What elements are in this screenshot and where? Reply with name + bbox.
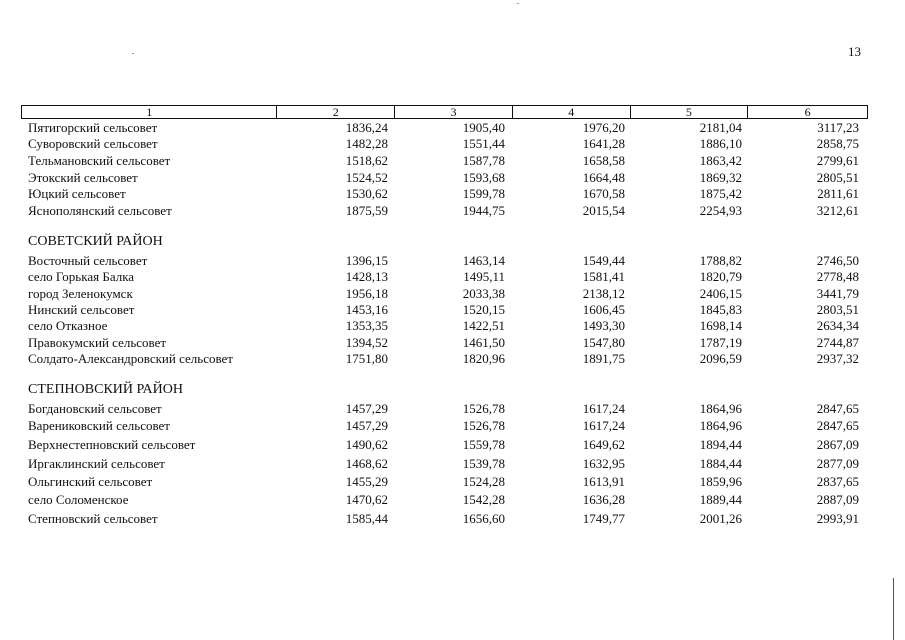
row-value-col-2: 1394,52 <box>345 335 388 350</box>
table-row <box>0 136 905 152</box>
row-name: Юцкий сельсовет <box>28 186 126 201</box>
row-value-col-4: 2138,12 <box>582 286 625 301</box>
row-value-col-5: 1859,96 <box>699 474 742 489</box>
row-name: Яснополянский сельсовет <box>28 203 172 218</box>
row-value-col-3: 1526,78 <box>462 418 505 433</box>
row-value-col-6: 2937,32 <box>816 351 859 366</box>
row-value-col-4: 1658,58 <box>582 153 625 168</box>
row-name: Иргаклинский сельсовет <box>28 456 165 471</box>
row-value-col-2: 1875,59 <box>345 203 388 218</box>
row-value-col-3: 1820,96 <box>462 351 505 366</box>
row-value-col-6: 2993,91 <box>816 511 859 526</box>
table-row <box>0 153 905 169</box>
table-row <box>0 302 905 318</box>
row-value-col-2: 1524,52 <box>345 170 388 185</box>
row-value-col-5: 1884,44 <box>699 456 742 471</box>
row-value-col-6: 2837,65 <box>816 474 859 489</box>
row-value-col-5: 1864,96 <box>699 401 742 416</box>
row-value-col-2: 1585,44 <box>345 511 388 526</box>
table-row <box>0 335 905 351</box>
table-row <box>0 269 905 285</box>
row-name: Степновский сельсовет <box>28 511 158 526</box>
row-value-col-3: 1526,78 <box>462 401 505 416</box>
row-value-col-5: 2406,15 <box>699 286 742 301</box>
row-value-col-2: 1751,80 <box>345 351 388 366</box>
column-header-2: 2 <box>277 106 395 118</box>
row-value-col-6: 2744,87 <box>816 335 859 350</box>
row-value-col-5: 1787,19 <box>699 335 742 350</box>
table-row <box>0 170 905 186</box>
table-row <box>0 437 905 453</box>
row-value-col-3: 1461,50 <box>462 335 505 350</box>
row-value-col-6: 3117,23 <box>817 120 859 135</box>
row-value-col-3: 1524,28 <box>462 474 505 489</box>
row-value-col-5: 1863,42 <box>699 153 742 168</box>
row-name: Суворовский сельсовет <box>28 136 158 151</box>
table-row <box>0 456 905 472</box>
row-value-col-4: 1649,62 <box>582 437 625 452</box>
table-row <box>0 203 905 219</box>
row-name: Верхнестепновский сельсовет <box>28 437 196 452</box>
row-value-col-6: 3441,79 <box>816 286 859 301</box>
row-value-col-5: 1698,14 <box>699 318 742 333</box>
row-value-col-5: 2096,59 <box>699 351 742 366</box>
row-value-col-6: 2803,51 <box>816 302 859 317</box>
row-value-col-6: 2634,34 <box>816 318 859 333</box>
row-name: Пятигорский сельсовет <box>28 120 158 135</box>
row-value-col-4: 1581,41 <box>582 269 625 284</box>
row-name: Тельмановский сельсовет <box>28 153 171 168</box>
row-value-col-2: 1956,18 <box>345 286 388 301</box>
row-value-col-3: 2033,38 <box>462 286 505 301</box>
row-value-col-4: 1891,75 <box>582 351 625 366</box>
row-value-col-6: 2746,50 <box>816 253 859 268</box>
row-value-col-2: 1468,62 <box>345 456 388 471</box>
row-value-col-5: 1894,44 <box>699 437 742 452</box>
row-value-col-2: 1353,35 <box>345 318 388 333</box>
row-value-col-4: 1606,45 <box>582 302 625 317</box>
row-value-col-3: 1542,28 <box>462 492 505 507</box>
row-value-col-6: 2877,09 <box>816 456 859 471</box>
row-value-col-2: 1530,62 <box>345 186 388 201</box>
row-value-col-6: 3212,61 <box>816 203 859 218</box>
row-value-col-5: 2001,26 <box>699 511 742 526</box>
column-header-3: 3 <box>395 106 513 118</box>
table-row <box>0 120 905 136</box>
row-value-col-3: 1656,60 <box>462 511 505 526</box>
row-value-col-2: 1518,62 <box>345 153 388 168</box>
row-value-col-4: 1632,95 <box>582 456 625 471</box>
row-value-col-3: 1495,11 <box>463 269 505 284</box>
row-value-col-2: 1836,24 <box>345 120 388 135</box>
row-value-col-3: 1422,51 <box>462 318 505 333</box>
row-value-col-2: 1457,29 <box>345 401 388 416</box>
row-name: Восточный сельсовет <box>28 253 148 268</box>
row-value-col-2: 1428,13 <box>345 269 388 284</box>
row-value-col-4: 1613,91 <box>582 474 625 489</box>
row-value-col-2: 1453,16 <box>345 302 388 317</box>
row-value-col-5: 1869,32 <box>699 170 742 185</box>
table-row <box>0 351 905 367</box>
row-value-col-4: 1617,24 <box>582 401 625 416</box>
row-name: Ольгинский сельсовет <box>28 474 153 489</box>
row-name: город Зеленокумск <box>28 286 133 301</box>
row-name: село Отказное <box>28 318 108 333</box>
row-value-col-3: 1905,40 <box>462 120 505 135</box>
column-header-5: 5 <box>631 106 749 118</box>
row-name: село Соломенское <box>28 492 129 507</box>
table-row <box>0 186 905 202</box>
row-value-col-3: 1463,14 <box>462 253 505 268</box>
row-name: Богдановский сельсовет <box>28 401 162 416</box>
row-value-col-3: 1551,44 <box>462 136 505 151</box>
page-number: 13 <box>848 44 861 59</box>
row-value-col-4: 1617,24 <box>582 418 625 433</box>
row-name: Нинский сельсовет <box>28 302 135 317</box>
table-row <box>0 474 905 490</box>
section-title: СТЕПНОВСКИЙ РАЙОН <box>28 382 183 397</box>
section-title: СОВЕТСКИЙ РАЙОН <box>28 234 163 249</box>
row-value-col-4: 1636,28 <box>582 492 625 507</box>
table-row <box>0 253 905 269</box>
row-value-col-3: 1520,15 <box>462 302 505 317</box>
row-value-col-6: 2867,09 <box>816 437 859 452</box>
row-value-col-3: 1587,78 <box>462 153 505 168</box>
row-value-col-5: 1864,96 <box>699 418 742 433</box>
row-value-col-6: 2805,51 <box>816 170 859 185</box>
row-value-col-5: 1875,42 <box>699 186 742 201</box>
scan-edge-mark <box>893 578 894 640</box>
row-value-col-6: 2847,65 <box>816 418 859 433</box>
row-name: Солдато-Александровский сельсовет <box>28 351 233 366</box>
row-value-col-5: 2254,93 <box>699 203 742 218</box>
row-value-col-5: 1886,10 <box>699 136 742 151</box>
table-row <box>0 401 905 417</box>
scan-speck <box>517 3 519 4</box>
row-name: Правокумский сельсовет <box>28 335 167 350</box>
row-value-col-2: 1457,29 <box>345 418 388 433</box>
table-row <box>0 286 905 302</box>
column-header-4: 4 <box>513 106 631 118</box>
row-name: Варениковский сельсовет <box>28 418 170 433</box>
row-value-col-5: 2181,04 <box>699 120 742 135</box>
row-value-col-3: 1599,78 <box>462 186 505 201</box>
row-value-col-6: 2858,75 <box>816 136 859 151</box>
row-value-col-6: 2811,61 <box>817 186 859 201</box>
row-value-col-4: 1549,44 <box>582 253 625 268</box>
row-value-col-4: 2015,54 <box>582 203 625 218</box>
row-value-col-3: 1593,68 <box>462 170 505 185</box>
row-value-col-2: 1490,62 <box>345 437 388 452</box>
row-value-col-6: 2778,48 <box>816 269 859 284</box>
row-value-col-5: 1889,44 <box>699 492 742 507</box>
column-header-1: 1 <box>22 106 277 118</box>
column-header-6: 6 <box>804 105 811 119</box>
row-value-col-5: 1845,83 <box>699 302 742 317</box>
row-value-col-4: 1670,58 <box>582 186 625 201</box>
row-value-col-3: 1559,78 <box>462 437 505 452</box>
row-name: село Горькая Балка <box>28 269 135 284</box>
table-row <box>0 511 905 527</box>
table-row <box>0 492 905 508</box>
row-value-col-4: 1547,80 <box>582 335 625 350</box>
row-value-col-4: 1749,77 <box>582 511 625 526</box>
row-value-col-2: 1396,15 <box>345 253 388 268</box>
table-row <box>0 418 905 434</box>
row-value-col-2: 1470,62 <box>345 492 388 507</box>
scan-speck <box>132 53 134 54</box>
table-row <box>0 318 905 334</box>
row-value-col-5: 1788,82 <box>699 253 742 268</box>
row-value-col-2: 1482,28 <box>345 136 388 151</box>
row-name: Этокский сельсовет <box>28 170 138 185</box>
row-value-col-3: 1944,75 <box>462 203 505 218</box>
row-value-col-3: 1539,78 <box>462 456 505 471</box>
row-value-col-5: 1820,79 <box>699 269 742 284</box>
row-value-col-6: 2887,09 <box>816 492 859 507</box>
row-value-col-4: 1641,28 <box>582 136 625 151</box>
row-value-col-2: 1455,29 <box>345 474 388 489</box>
row-value-col-6: 2847,65 <box>816 401 859 416</box>
row-value-col-4: 1493,30 <box>582 318 625 333</box>
row-value-col-4: 1664,48 <box>582 170 625 185</box>
row-value-col-6: 2799,61 <box>816 153 859 168</box>
row-value-col-4: 1976,20 <box>582 120 625 135</box>
